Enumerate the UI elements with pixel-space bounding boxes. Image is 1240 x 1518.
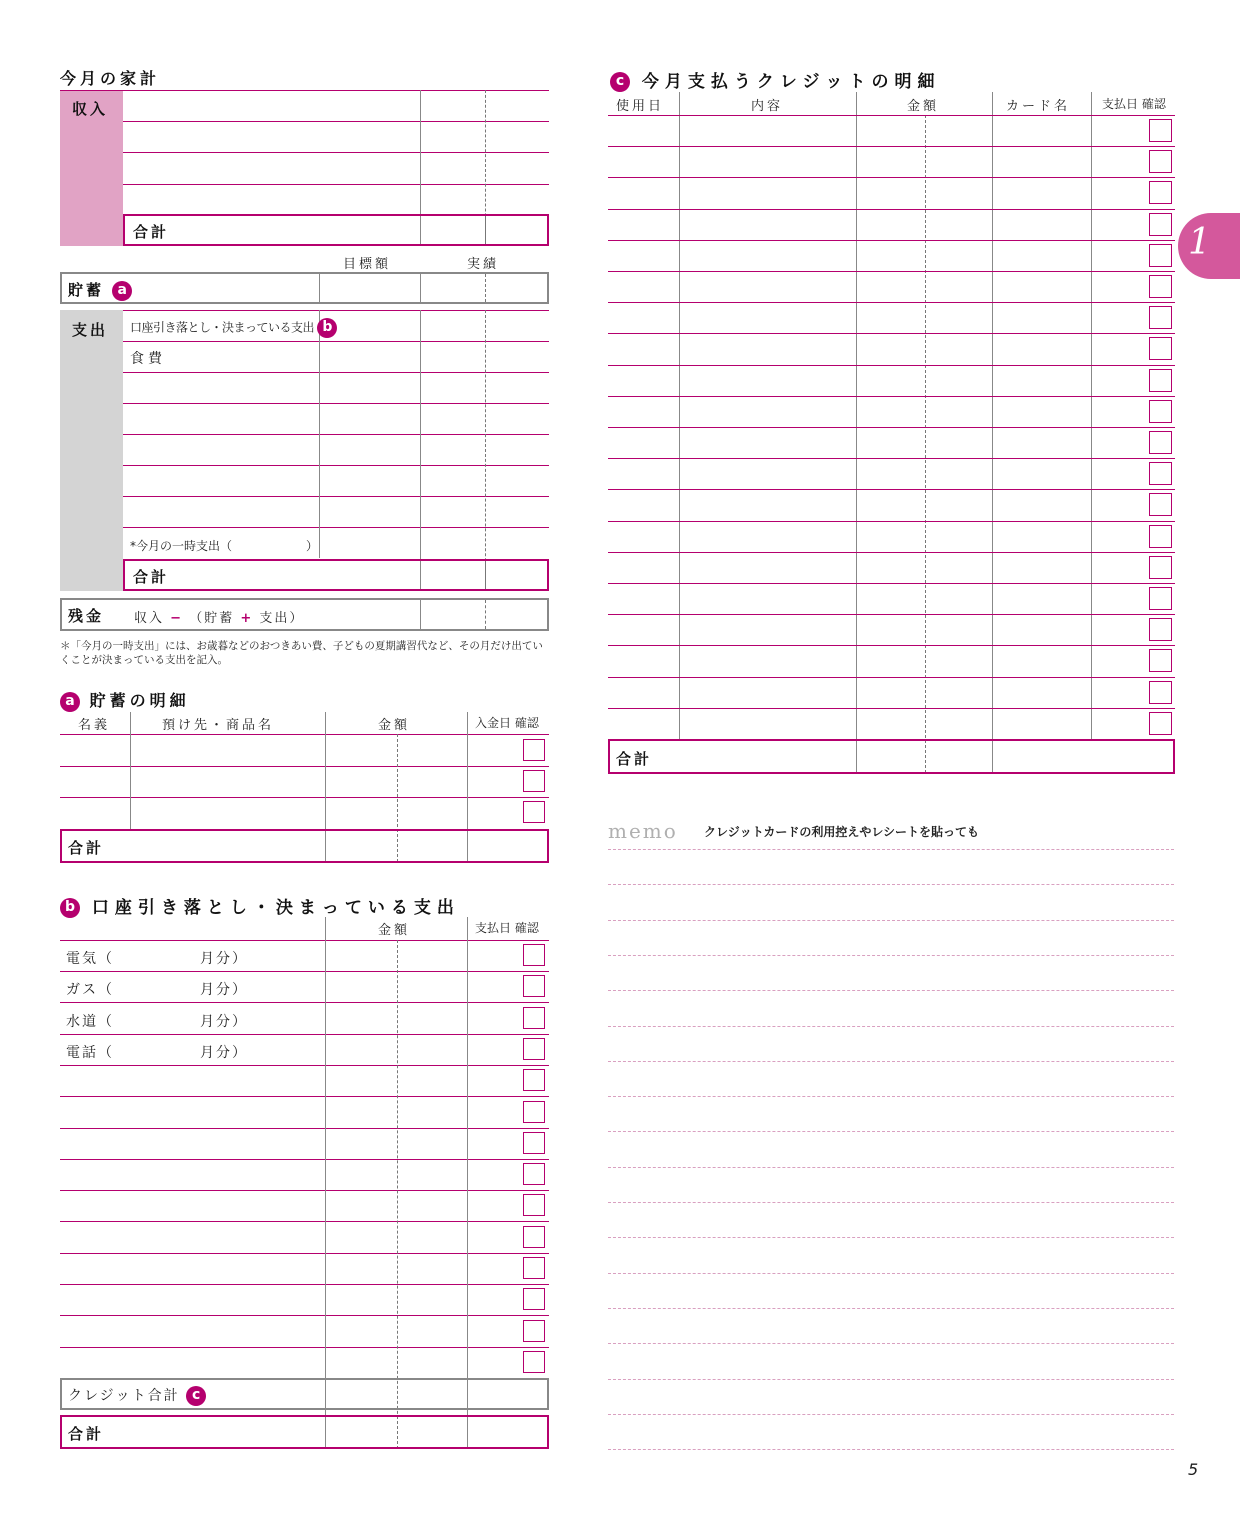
checkbox[interactable] xyxy=(1149,400,1172,423)
memo-line xyxy=(608,1379,1174,1380)
checkbox[interactable] xyxy=(1149,556,1172,579)
memo-line xyxy=(608,1343,1174,1344)
checkbox[interactable] xyxy=(1149,587,1172,610)
memo-line xyxy=(608,1202,1174,1203)
expense-label: 支出 xyxy=(72,321,109,339)
row-line xyxy=(608,708,1175,709)
row-line xyxy=(608,333,1175,334)
actual-header: 実績 xyxy=(467,257,500,272)
col-name: 名義 xyxy=(78,718,111,733)
page-number: 5 xyxy=(1188,1460,1199,1479)
memo-line xyxy=(608,1026,1174,1027)
checkbox[interactable] xyxy=(523,1351,545,1373)
savings-row xyxy=(60,272,549,304)
fixed-total-row xyxy=(60,1415,549,1449)
checkbox[interactable] xyxy=(1149,337,1172,360)
fixed-row-gas: ガス（ xyxy=(66,982,114,998)
checkbox[interactable] xyxy=(523,1320,545,1342)
checkbox[interactable] xyxy=(1149,119,1172,142)
onetime-note: ＊「今月の一時支出」には、お歳暮などのおつきあい費、子どもの夏期講習代など、その月だけ出ていくことが決まっている支出を記入。 xyxy=(60,640,543,666)
credit-detail-title: c 今月支払うクレジットの明細 xyxy=(610,67,941,92)
checkbox[interactable] xyxy=(523,1132,545,1154)
checkbox[interactable] xyxy=(523,1226,545,1248)
savings-total-label: 合計 xyxy=(68,839,105,857)
badge-c-icon: c xyxy=(610,72,630,92)
onetime-label: *今月の一時支出（ xyxy=(130,539,233,553)
memo-line xyxy=(608,1096,1174,1097)
memo-line xyxy=(608,1237,1174,1238)
month-suffix: 月分） xyxy=(200,1045,248,1061)
checkbox[interactable] xyxy=(1149,369,1172,392)
memo-line xyxy=(608,1273,1174,1274)
fixed-row-water: 水道（ xyxy=(66,1014,114,1030)
row-line xyxy=(608,427,1175,428)
row-line xyxy=(608,552,1175,553)
row-line xyxy=(608,614,1175,615)
month-suffix: 月分） xyxy=(200,951,248,967)
memo-line xyxy=(608,1449,1174,1450)
memo-line xyxy=(608,1167,1174,1168)
checkbox[interactable] xyxy=(1149,213,1172,236)
memo-line xyxy=(608,884,1174,885)
checkbox[interactable] xyxy=(1149,525,1172,548)
savings-total-row xyxy=(60,829,549,863)
checkbox[interactable] xyxy=(1149,618,1172,641)
row-line xyxy=(608,209,1175,210)
row-line xyxy=(608,677,1175,678)
credit-total-row xyxy=(608,739,1175,774)
memo-line xyxy=(608,990,1174,991)
checkbox[interactable] xyxy=(1149,681,1172,704)
checkbox[interactable] xyxy=(1149,306,1172,329)
memo-line xyxy=(608,1308,1174,1309)
checkbox[interactable] xyxy=(523,801,545,823)
memo-line xyxy=(608,1131,1174,1132)
memo-label: memo xyxy=(608,819,678,843)
col-amount: 金額 xyxy=(907,99,940,114)
checkbox[interactable] xyxy=(523,1163,545,1185)
checkbox[interactable] xyxy=(1149,275,1172,298)
balance-label: 残金 xyxy=(68,607,105,625)
fixed-detail-title: b 口座引き落とし・決まっている支出 xyxy=(60,893,460,918)
memo-line xyxy=(608,1061,1174,1062)
budget-title: 今月の家計 xyxy=(60,69,161,88)
col-dest: 預け先・商品名 xyxy=(162,718,275,733)
badge-b-icon: b xyxy=(317,318,337,338)
onetime-close: ） xyxy=(306,539,319,553)
checkbox[interactable] xyxy=(523,944,545,966)
savings-detail-title: a 貯蓄の明細 xyxy=(60,688,190,712)
fixed-row-electric: 電気（ xyxy=(66,951,114,967)
col-date-check: 支払日 確認 xyxy=(475,921,539,935)
memo-line xyxy=(608,920,1174,921)
checkbox[interactable] xyxy=(1149,712,1172,735)
row-line xyxy=(608,271,1175,272)
col-date-check: 入金日 確認 xyxy=(475,716,539,730)
expense-total-label: 合計 xyxy=(133,568,170,586)
memo-text: クレジットカードの利用控えやレシートを貼っても xyxy=(704,825,980,839)
month-suffix: 月分） xyxy=(200,1014,248,1030)
checkbox[interactable] xyxy=(523,1069,545,1091)
row-line xyxy=(608,489,1175,490)
expense-fill xyxy=(60,310,123,591)
memo-line xyxy=(608,1414,1174,1415)
month-suffix: 月分） xyxy=(200,982,248,998)
checkbox[interactable] xyxy=(1149,244,1172,267)
row-line xyxy=(608,146,1175,147)
checkbox[interactable] xyxy=(1149,181,1172,204)
col-use-date: 使用日 xyxy=(616,99,665,114)
row-line xyxy=(608,365,1175,366)
fixed-expense-label: 口座引き落とし・決まっている支出 b xyxy=(130,318,337,338)
checkbox[interactable] xyxy=(1149,462,1172,485)
row-line xyxy=(608,458,1175,459)
income-label: 収入 xyxy=(72,100,109,118)
badge-a-icon: a xyxy=(112,281,132,301)
row-line xyxy=(608,302,1175,303)
col-amount: 金額 xyxy=(378,718,411,733)
savings-label: 貯蓄 a xyxy=(68,279,132,301)
checkbox[interactable] xyxy=(523,1288,545,1310)
fixed-total-label: 合計 xyxy=(68,1425,105,1443)
col-card: カード名 xyxy=(1006,99,1071,114)
checkbox[interactable] xyxy=(1149,431,1172,454)
col-content: 内容 xyxy=(751,99,784,114)
row-line xyxy=(608,583,1175,584)
badge-b-icon: b xyxy=(60,898,80,918)
credit-total-label: クレジット合計 c xyxy=(68,1385,206,1406)
balance-formula: 収入 − （貯蓄 + 支出） xyxy=(134,611,305,626)
income-total-label: 合計 xyxy=(133,223,170,241)
checkbox[interactable] xyxy=(523,1007,545,1029)
checkbox[interactable] xyxy=(523,1194,545,1216)
badge-c-icon: c xyxy=(186,1386,206,1406)
badge-a-icon: a xyxy=(60,692,80,712)
checkbox[interactable] xyxy=(523,770,545,792)
checkbox[interactable] xyxy=(1149,493,1172,516)
fixed-row-phone: 電話（ xyxy=(66,1045,114,1061)
row-line xyxy=(608,115,1175,116)
row-line xyxy=(608,396,1175,397)
credit-total-label: 合計 xyxy=(616,750,653,768)
memo-line xyxy=(608,955,1174,956)
food-label: 食費 xyxy=(130,351,166,367)
checkbox[interactable] xyxy=(523,975,545,997)
checkbox[interactable] xyxy=(523,1038,545,1060)
row-line xyxy=(608,521,1175,522)
row-line xyxy=(608,240,1175,241)
row-line xyxy=(608,177,1175,178)
target-header: 目標額 xyxy=(343,257,392,272)
checkbox[interactable] xyxy=(523,739,545,761)
checkbox[interactable] xyxy=(1149,649,1172,672)
memo-line xyxy=(608,849,1174,850)
checkbox[interactable] xyxy=(523,1257,545,1279)
checkbox[interactable] xyxy=(1149,150,1172,173)
col-pay-check: 支払日 確認 xyxy=(1102,97,1166,111)
chapter-number: 1 xyxy=(1188,222,1211,263)
checkbox[interactable] xyxy=(523,1101,545,1123)
row-line xyxy=(608,645,1175,646)
col-amount: 金額 xyxy=(378,923,411,938)
